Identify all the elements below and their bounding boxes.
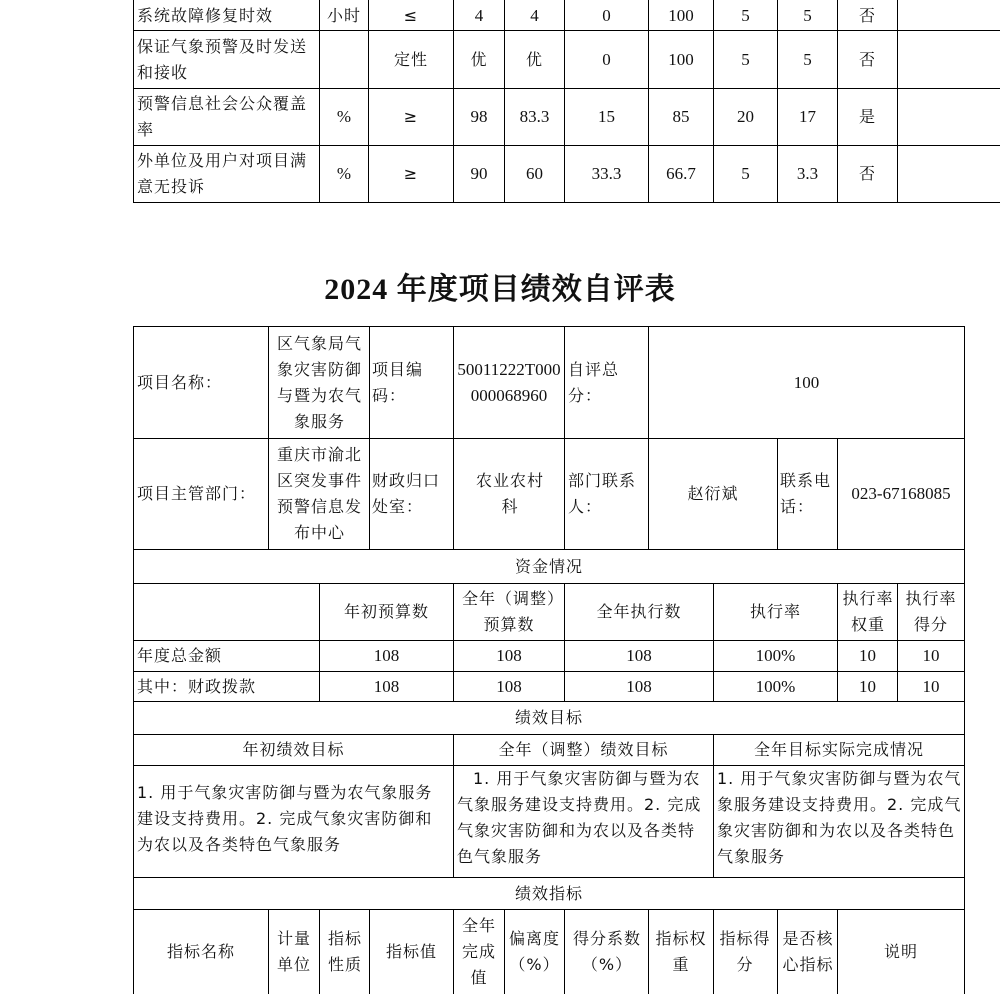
ind-header-unit: 计量单位 [276,929,311,974]
funds-section-title: 资金情况 [514,556,583,576]
self-score-label: 自评总分： [568,359,620,405]
indicator-weight: 5 [741,164,750,183]
project-name-value: 区气象局气象灾害防御与暨为农气象服务 [276,333,362,431]
ind-header-score: 指标得分 [719,929,771,974]
indicator-unit: % [336,107,352,126]
funds-executed: 108 [626,646,652,665]
indicator-op: ≥ [403,164,419,183]
indicator-target: 98 [470,107,488,126]
page-title: 2024 年度项目绩效自评表 [324,273,676,306]
indicator-coef: 85 [672,107,690,126]
indicator-deviation: 15 [598,107,615,126]
indicator-name: 预警信息社会公众覆盖率 [137,94,308,139]
funds-adjusted: 108 [496,676,522,696]
indicator-score: 5 [803,6,812,25]
indicator-target: 90 [470,164,488,183]
indicator-core: 否 [858,164,876,183]
contact-value: 赵衍斌 [687,484,739,503]
dept-value: 重庆市渝北区突发事件预警信息发布中心 [276,445,362,542]
funds-header-executed: 全年执行数 [596,602,682,621]
funds-weight: 10 [859,646,876,665]
self-score-value: 100 [793,372,820,392]
funds-header-weight: 执行率权重 [842,589,894,634]
funds-initial: 108 [373,646,400,665]
funds-header-initial: 年初预算数 [343,602,429,621]
indicator-weight: 5 [741,49,750,69]
ind-header-core: 是否核心指标 [782,929,834,974]
indicator-core: 是 [858,107,876,126]
indicator-actual: 60 [526,164,543,183]
finance-office-label: 财政归口处室： [372,471,441,516]
funds-rate: 100% [755,676,796,696]
indicator-unit: 小时 [326,6,361,25]
funds-row-label: 年度总金额 [137,646,223,665]
ind-header-nature: 指标性质 [327,929,362,974]
indicator-name: 系统故障修复时效 [137,6,274,25]
indicator-weight: 5 [741,6,750,25]
indicator-score: 3.3 [796,164,819,183]
project-code-value: 50011222T000000068960 [457,359,561,405]
indicator-coef: 100 [668,6,694,25]
ind-header-note: 说明 [883,942,918,961]
funds-header-adjusted: 全年（调整）预算数 [461,589,556,634]
ind-header-coef: 得分系数（%） [572,929,641,974]
goals-header-actual: 全年目标实际完成情况 [753,740,924,759]
funds-rate: 100% [755,646,796,665]
funds-score: 10 [922,646,940,665]
goals-text-initial: 1. 用于气象灾害防御与暨为农气象服务建设支持费用。2. 完成气象灾害防御和为农以及各类特色气象服务 [137,783,433,854]
indicator-score: 5 [803,49,812,69]
indicator-weight: 20 [737,107,754,126]
funds-adjusted: 108 [496,646,522,665]
indicator-actual: 83.3 [519,107,550,126]
indicator-actual: 优 [525,49,543,69]
funds-executed: 108 [626,676,652,696]
funds-header-score: 执行率得分 [905,589,957,634]
ind-header-weight: 指标权重 [655,929,707,974]
phone-label: 联系电话： [780,471,832,516]
ind-header-value: 指标值 [385,942,437,961]
goals-section-title: 绩效目标 [514,708,583,727]
indicator-op: 定性 [393,49,428,69]
phone-value: 023-67168085 [851,484,951,503]
indicator-name: 外单位及用户对项目满意无投诉 [137,151,308,196]
indicator-actual: 4 [530,6,539,25]
indicator-core: 否 [858,6,876,25]
project-name-label: 项目名称： [137,372,223,392]
dept-label: 项目主管部门： [137,484,257,503]
indicator-target: 优 [470,49,488,69]
funds-header-rate: 执行率 [749,602,801,621]
funds-initial: 108 [373,676,400,696]
goals-header-initial: 年初绩效目标 [242,740,345,759]
indicator-unit [320,31,368,88]
indicators-section-title: 绩效指标 [514,883,583,903]
indicator-deviation: 0 [602,6,611,25]
indicator-op: ≥ [403,107,419,126]
indicator-coef: 66.7 [666,164,696,183]
project-code-label: 项目编码： [372,359,424,405]
indicator-op: ≤ [403,6,419,25]
funds-weight: 10 [859,676,876,696]
indicator-deviation: 0 [602,49,611,69]
indicator-target: 4 [474,6,484,25]
funds-score: 10 [922,676,940,696]
indicator-unit: % [336,164,352,183]
funds-row-label: 其中：财政拨款 [137,676,257,696]
indicator-deviation: 33.3 [591,164,622,183]
indicator-name: 保证气象预警及时发送和接收 [137,36,308,82]
indicator-score: 17 [799,107,816,126]
ind-header-completed: 全年完成值 [461,916,496,987]
ind-header-deviation: 偏离度（%） [508,929,560,974]
contact-label: 部门联系人： [568,471,637,516]
goals-header-adjusted: 全年（调整）绩效目标 [498,740,669,759]
indicator-coef: 100 [668,49,694,69]
goals-text-adjusted: 1. 用于气象灾害防御与暨为农气象服务建设支持费用。2. 完成气象灾害防御和为农以及各类特色气象服务 [457,769,702,866]
finance-office-value: 农业农村科 [475,471,544,516]
ind-header-name: 指标名称 [166,942,235,961]
goals-text-actual: 1. 用于气象灾害防御与暨为农气象服务建设支持费用。2. 完成气象灾害防御和为农以及各类特色气象服务 [717,769,962,866]
indicator-core: 否 [858,49,876,69]
